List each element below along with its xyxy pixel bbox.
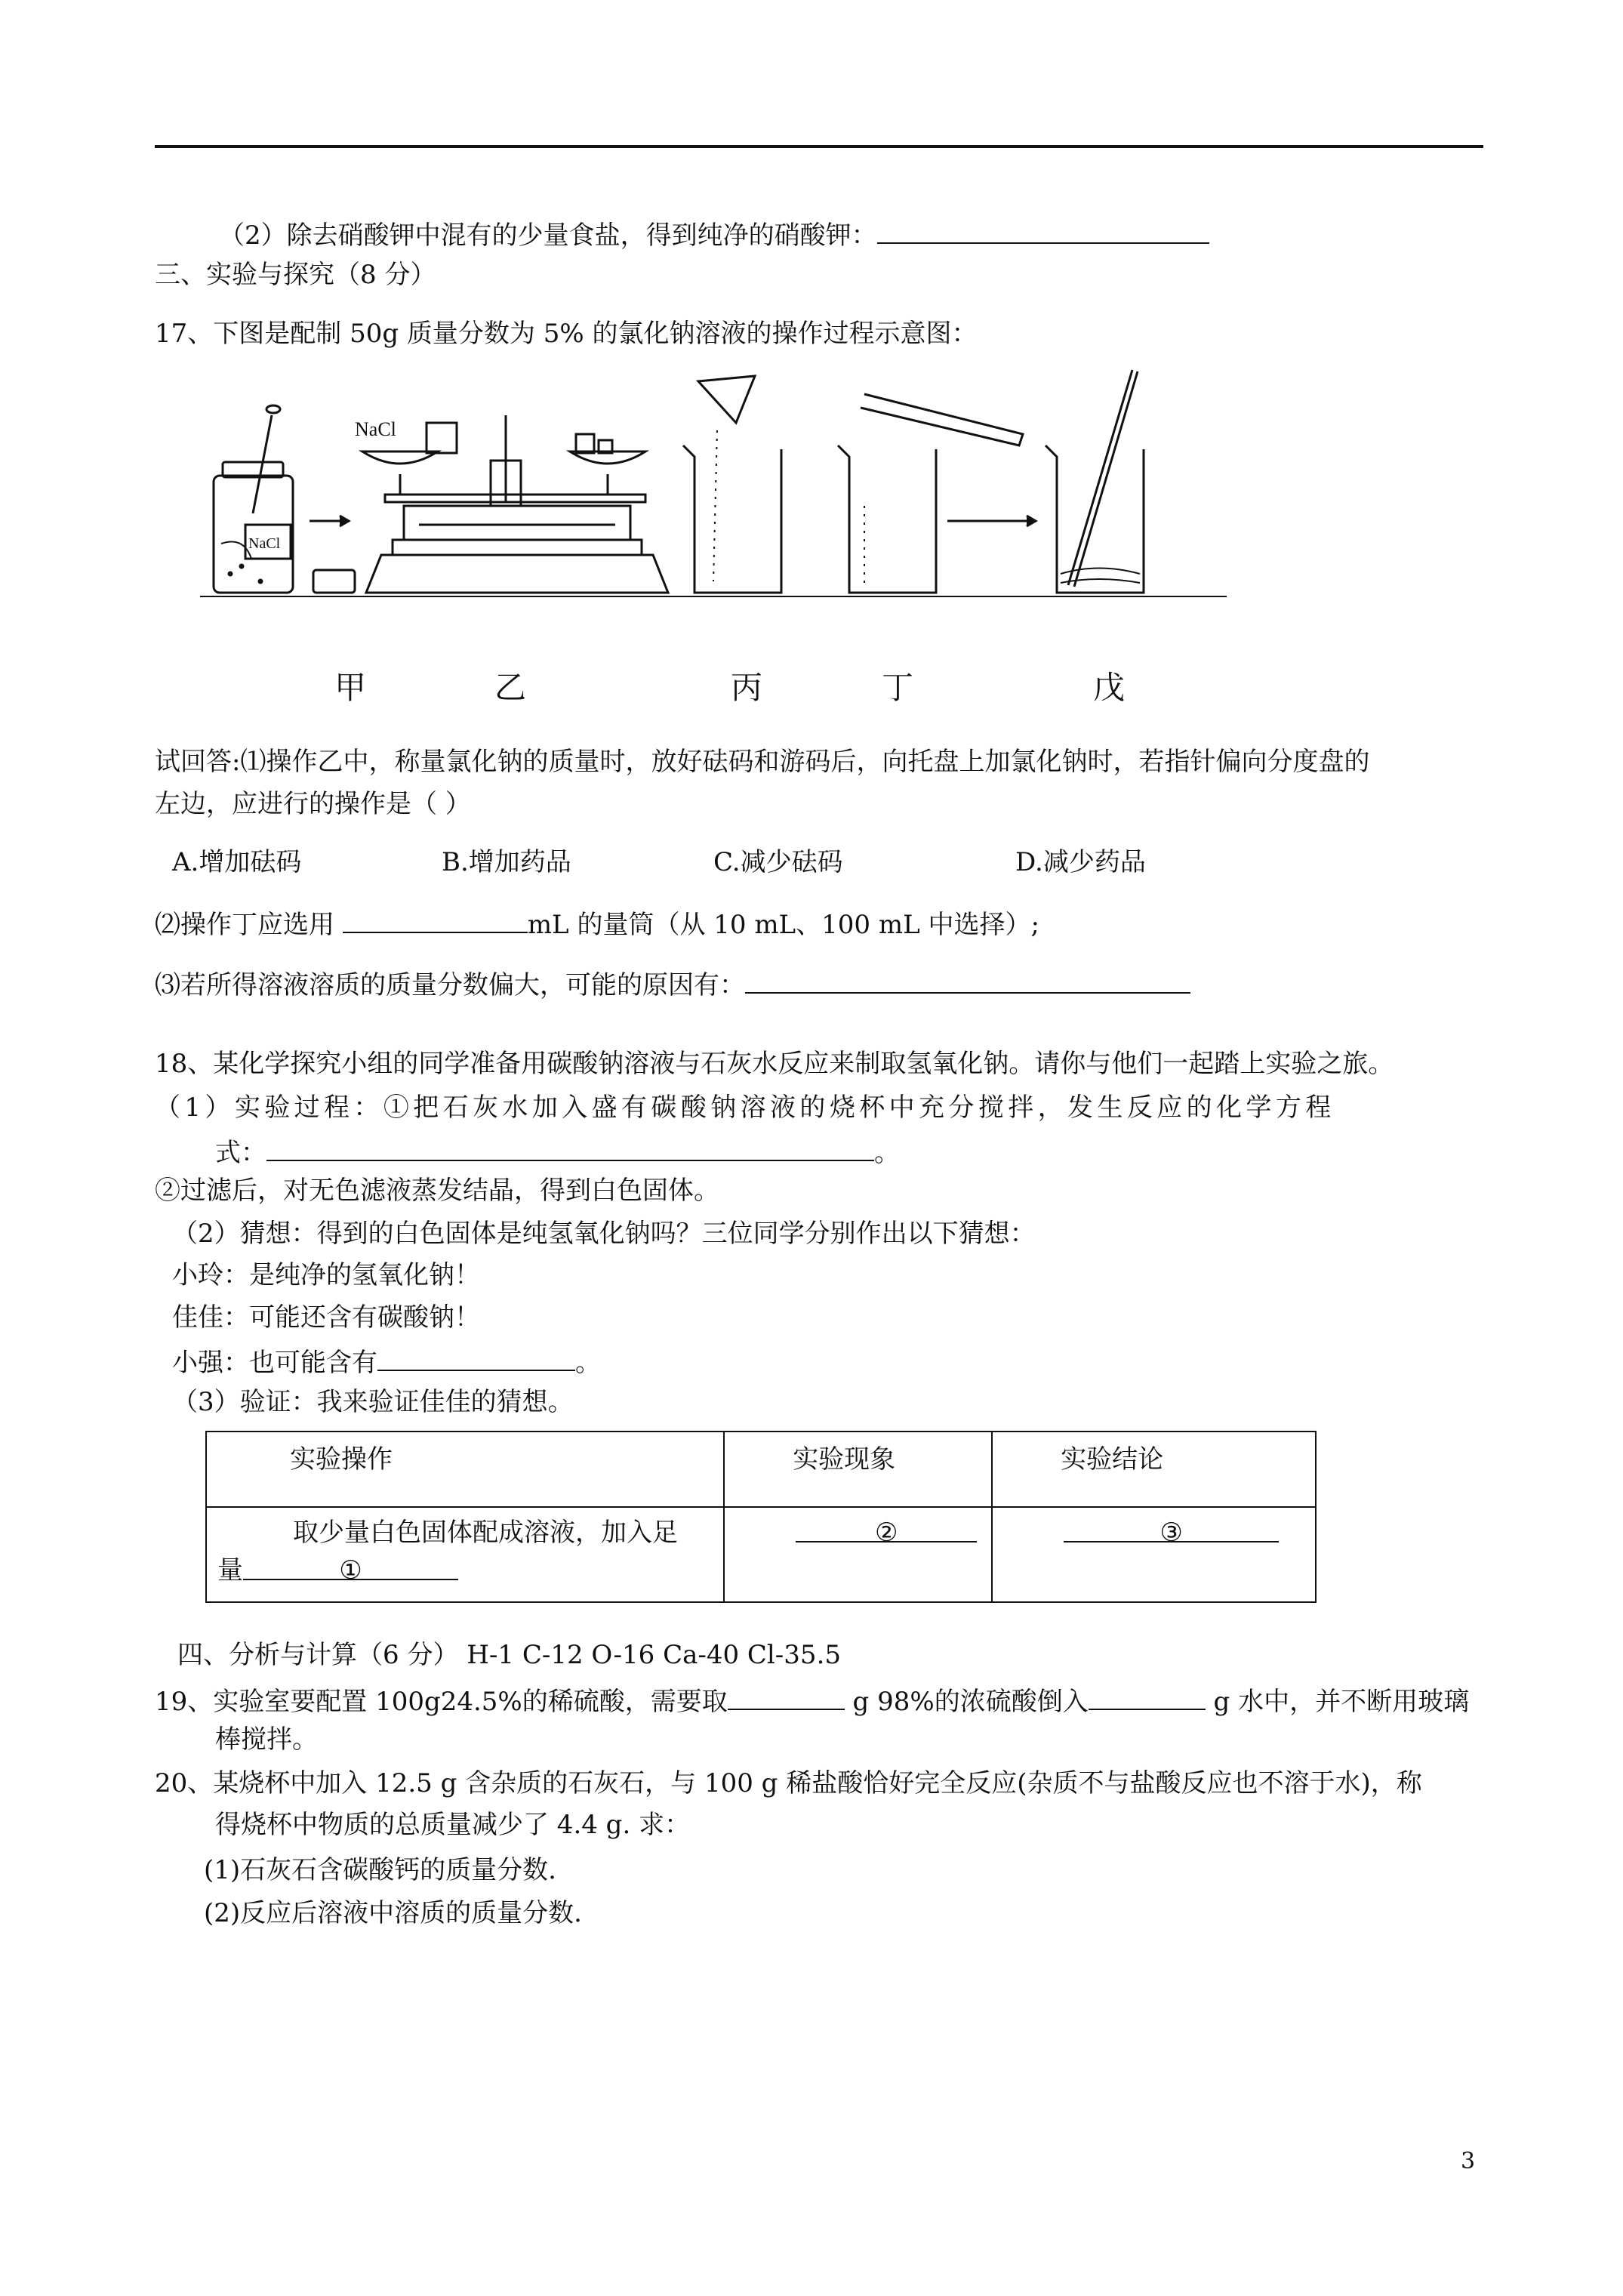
table-cell-operation: 取少量白色固体配成溶液，加入足 量 ① <box>206 1507 724 1602</box>
guess-jiajia: 佳佳：可能还含有碳酸钠！ <box>172 1302 480 1333</box>
question-20-line2: 得烧杯中物质的总质量减少了 4.4 g. 求： <box>215 1810 691 1840</box>
nacl-label: NaCl <box>355 418 396 440</box>
answer-blank[interactable] <box>1089 1681 1206 1710</box>
experiment-table <box>205 1431 1317 1603</box>
question-18-1-line2: 式： 。 <box>215 1133 900 1170</box>
table-header: 实验现象 <box>724 1432 992 1507</box>
question-18-1-line3: ②过滤后，对无色滤液蒸发结晶，得到白色固体。 <box>155 1176 719 1206</box>
question-17-2: ⑵操作丁应选用 mL 的量筒（从 10 mL、100 mL 中选择）; <box>155 905 1039 942</box>
question-19-line2: 棒搅拌。 <box>215 1724 318 1755</box>
option-c[interactable]: C.减少砝码 <box>713 847 843 877</box>
step-label-yi: 乙 <box>494 669 527 706</box>
bottle-cap-icon <box>313 570 355 593</box>
table-header: 实验结论 <box>992 1432 1316 1507</box>
guess-xiaoqiang: 小强：也可能含有 。 <box>172 1342 601 1379</box>
question-17-1-line1: 试回答:⑴操作乙中，称量氯化钠的质量时，放好砝码和游码后，向托盘上加氯化钠时，若指针偏向分度盘的 <box>155 747 1370 777</box>
answer-blank-2[interactable]: ② <box>796 1514 977 1542</box>
answer-blank-3[interactable]: ③ <box>1064 1514 1279 1542</box>
question-18-2: （2）猜想：得到的白色固体是纯氢氧化钠吗？三位同学分别作出以下猜想： <box>172 1219 1036 1249</box>
table-header: 实验操作 <box>206 1432 724 1507</box>
question-20-2: (2)反应后溶液中溶质的质量分数. <box>204 1898 582 1928</box>
step-label-wu: 戊 <box>1093 669 1126 706</box>
answer-blank[interactable] <box>266 1133 874 1161</box>
step-label-bing: 丙 <box>731 669 763 706</box>
guess-xiaoling: 小玲：是纯净的氢氧化钠！ <box>172 1260 480 1290</box>
answer-blank-1[interactable]: ① <box>243 1552 458 1580</box>
question-18-intro: 18、某化学探究小组的同学准备用碳酸钠溶液与石灰水反应来制取氢氧化钠。请你与他们一起踏上实验之旅。 <box>155 1049 1394 1079</box>
question-17-intro: 17、下图是配制 50g 质量分数为 5% 的氯化钠溶液的操作过程示意图： <box>155 319 978 349</box>
beaker-icon <box>683 376 781 593</box>
question-16-2: （2）除去硝酸钾中混有的少量食盐，得到纯净的硝酸钾： <box>219 215 1209 252</box>
question-20-line1: 20、某烧杯中加入 12.5 g 含杂质的石灰石，与 100 g 稀盐酸恰好完全反应(杂质不与盐酸反应也不溶于水)，称 <box>155 1768 1422 1798</box>
question-17-1-line2: 左边，应进行的操作是（ ） <box>155 789 471 819</box>
step-label-jia: 甲 <box>334 669 367 706</box>
section-4-title: 四、分析与计算（6 分） H-1 C-12 O-16 Ca-40 Cl-35.5 <box>177 1640 842 1670</box>
question-18-1-line1: （1）实验过程：①把石灰水加入盛有碳酸钠溶液的烧杯中充分搅拌，发生反应的化学方程 <box>155 1093 1335 1123</box>
question-20-1: (1)石灰石含碳酸钙的质量分数. <box>204 1855 556 1885</box>
section-3-title: 三、实验与探究（8 分） <box>155 260 436 290</box>
header-rule <box>155 145 1483 148</box>
option-a[interactable]: A.增加砝码 <box>172 847 302 877</box>
beaker-icon <box>838 394 1023 593</box>
question-19: 19、实验室要配置 100g24.5%的稀硫酸，需要取 g 98%的浓硫酸倒入 g 水中，并不断用玻璃 <box>155 1681 1469 1718</box>
answer-blank[interactable] <box>728 1681 845 1710</box>
answer-blank[interactable] <box>377 1342 575 1371</box>
question-17-3: ⑶若所得溶液溶质的质量分数偏大，可能的原因有： <box>155 965 1190 1002</box>
step-label-ding: 丁 <box>882 669 914 706</box>
nacl-solution-diagram <box>200 362 1257 619</box>
bottle-label: NaCl <box>248 535 281 552</box>
answer-blank[interactable] <box>343 905 528 933</box>
option-d[interactable]: D.减少药品 <box>1015 847 1146 877</box>
answer-blank[interactable] <box>745 965 1190 994</box>
answer-blank[interactable] <box>877 215 1209 244</box>
page-number: 3 <box>1461 2148 1476 2174</box>
reagent-bottle-icon <box>214 405 293 593</box>
beaker-stir-icon <box>1046 370 1144 593</box>
table-cell-phenomenon <box>724 1507 992 1602</box>
balance-scale-icon <box>355 415 668 593</box>
question-18-3: （3）验证：我来验证佳佳的猜想。 <box>172 1387 574 1417</box>
table-cell-conclusion <box>992 1507 1316 1602</box>
option-b[interactable]: B.增加药品 <box>442 847 571 877</box>
